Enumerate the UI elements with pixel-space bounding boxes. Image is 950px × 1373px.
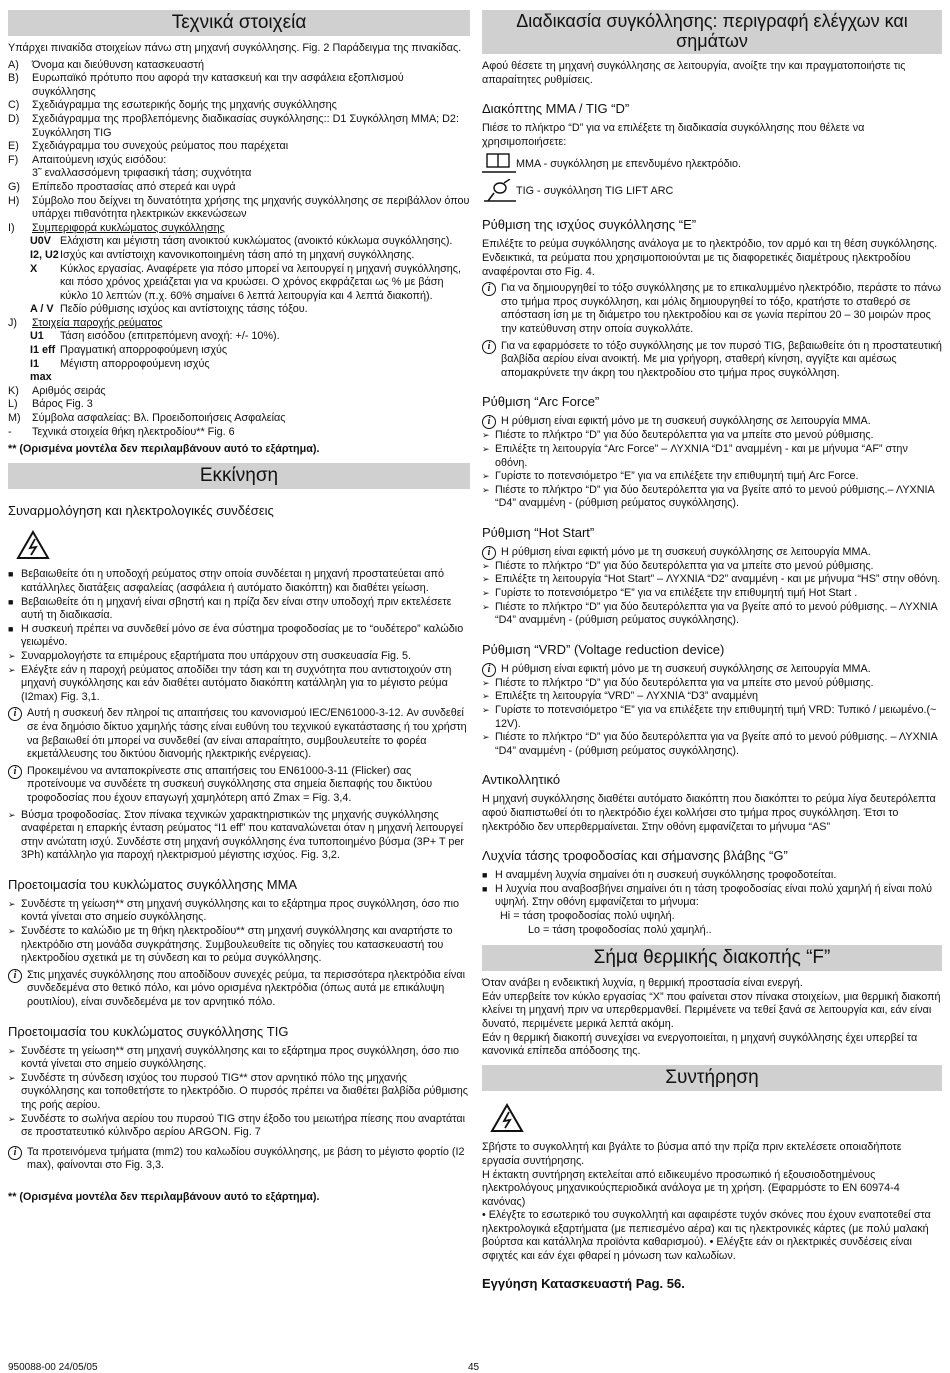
info-note: i Η ρύθμιση είναι εφικτή μόνο με τη συσκευή συγκόλλησης σε λειτουργία MMA. xyxy=(482,546,942,560)
hot-start-heading: Ρύθμιση “Hot Start” xyxy=(482,524,595,540)
info-note: i Η ρύθμιση είναι εφικτή μόνο με τη συσκευή συγκόλλησης σε λειτουργία MMA. xyxy=(482,415,942,429)
current-text-1: Επιλέξτε το ρεύμα συγκόλλησης ανάλογα με το ηλεκτρόδιο, τον αρμό και τη θέση συγκόλλησης. xyxy=(482,238,938,251)
item-key xyxy=(8,167,32,181)
item-key: X xyxy=(30,262,38,275)
thermal-text-1: Όταν ανάβει η ενδεικτική λυχνία, η θερμική προστασία είναι ενεργή. xyxy=(482,977,803,990)
left-column xyxy=(8,10,470,1205)
bullet-arrow-icon: ➢ xyxy=(482,471,490,482)
arc-force-heading: Ρύθμιση “Arc Force” xyxy=(482,394,600,410)
list-item xyxy=(482,690,942,704)
tig-torch-icon xyxy=(482,179,516,203)
info-icon: i xyxy=(8,707,27,761)
info-icon: i xyxy=(482,282,501,336)
item-text: Επιλέξτε τη λειτουργία “Arc Force” – ΛΥΧΝΙΑ “D1” αναμμένη - και με μήνυμα “AF” στην οθόνη. xyxy=(495,442,908,469)
list-item xyxy=(8,1072,470,1113)
list-item xyxy=(482,601,942,628)
info-note: i Τα προτεινόμενα τμήματα (mm2) του καλωδίου συγκόλλησης, με βάση το μέγιστο φορτίο (I2 max), φαίνονται στο Fig. 3,3. xyxy=(8,1146,470,1173)
item-text: Επιλέξτε τη λειτουργία “VRD” – ΛΥΧΝΙΑ “D3” αναμμένη xyxy=(495,690,758,703)
item-text: Τεχνικά στοιχεία θήκη ηλεκτροδίου** Fig. 6 xyxy=(32,425,235,438)
tig-mode: TIG - συγκόλληση TIG LIFT ARC xyxy=(482,179,942,203)
list-item xyxy=(8,195,470,222)
item-text: Ελέγξτε εάν η παροχή ρεύματος αποδίδει την τάση και τη συχνότητα που αντιστοιχούν στη μηχανή συγκόλλησης και εάν διαθέτει αυτόματο διακόπτη κατάλληλη για το μέγιστο ρεύμα (I2max) Fig. 3,1. xyxy=(21,663,452,703)
item-key: E) xyxy=(8,140,19,153)
item-text: Μέγιστη απορροφούμενη ισχύς xyxy=(60,357,210,370)
info-icon: i xyxy=(8,765,27,806)
list-item xyxy=(482,429,942,443)
start-title: Εκκίνηση xyxy=(8,463,470,489)
item-text: Πεδίο ρύθμισης ισχύος και αντίστοιχης τάσης τόξου. xyxy=(60,303,308,316)
item-key: B) xyxy=(8,72,19,85)
vrd-heading: Ρύθμιση “VRD” (Voltage reduction device) xyxy=(482,641,725,657)
optional-note: ** (Ορισμένα μοντέλα δεν περιλαμβάνουν αυτό το εξάρτημα). xyxy=(8,443,320,456)
item-text: Επίπεδο προστασίας από στερεά και υγρά xyxy=(32,180,236,193)
lamp-heading: Λυχνία τάσης τροφοδοσίας και σήμανσης βλάβης “G” xyxy=(482,848,788,864)
item-text: Συνδέστε το σωλήνα αερίου του πυρσού TIG στην έξοδο του μειωτήρα πίεσης που αναρτάται σε προστατευτικό κύλινδρο αερίου ARGON. Fig. 7 xyxy=(21,1112,465,1139)
bullet-arrow-icon: ➢ xyxy=(8,926,16,937)
bullet-arrow-icon: ➢ xyxy=(482,601,490,612)
tig-prep-heading: Προετοιμασία του κυκλώματος συγκόλλησης TIG xyxy=(8,1023,289,1039)
assembly-heading: Συναρμολόγηση και ηλεκτρολογικές συνδέσεις xyxy=(8,502,274,518)
item-text: Κύκλος εργασίας. Αναφέρετε για πόσο μπορεί να λειτουργεί η μηχανή συγκόλλησης, και πόσο χρόνος χρειάζεται για να κρυώσει. Ο χρόνος εκφράζεται ως % με βάση κύκλο 10 λεπτών (π.χ. 60% σημαίνει 6 λεπτά λειτουργία και 4 λεπτά διακοπή). xyxy=(60,262,461,302)
item-key: A / V xyxy=(30,303,54,316)
info-note: i Η ρύθμιση είναι εφικτή μόνο με τη συσκευή συγκόλλησης σε λειτουργία MMA. xyxy=(482,663,942,677)
list-item xyxy=(8,650,470,664)
item-key: F) xyxy=(8,153,19,166)
procedure-intro: Αφού θέσετε τη μηχανή συγκόλλησης σε λειτουργία, ανοίξτε την και πραγματοποιήστε τις απαραίτητες ρυθμίσεις. xyxy=(482,60,906,86)
bullet-arrow-icon: ➢ xyxy=(482,443,490,454)
maintenance-text-3: • Ελέγξτε το εσωτερικό του συγκολλητή και αφαιρέστε τυχόν σκόνες που έχουν εναποτεθεί στα ηλεκτρολογικά εξαρτήματα (με πεπιεσμένο αέρα) και τις ηλεκτρονικές κάρτες (με πολύ μαλακή βούρτσα και κατάλληλα προϊόντα καθαρισμού). • Ελέγξτε εάν οι ηλεκτρικές συνδέσεις είναι σφιχτές και εάν έχει φθαρεί η μόνωση των καλωδίων. xyxy=(482,1209,931,1263)
item-text: Πιέστε το πλήκτρο “D” για δύο δευτερόλεπτα για να μπείτε στο μενού ρύθμισης. xyxy=(495,559,874,572)
list-item xyxy=(8,99,470,113)
item-key: H) xyxy=(8,194,20,207)
item-text: 3˜ εναλλασσόμενη τριφασική τάση; συχνότητα xyxy=(32,167,252,180)
info-icon: i xyxy=(8,1146,27,1173)
thermal-text-3: Εάν η θερμική διακοπή συνεχίσει να ενεργοποιείται, η μηχανή συγκόλλησης έχει υπερβεί τα κανονικά επίπεδα απόδοσης της. xyxy=(482,1031,918,1058)
bullet-arrow-icon: ➢ xyxy=(482,691,490,702)
item-text: Πιέστε το πλήκτρο “D” για δύο δευτερόλεπτα για να μπείτε στο μενού ρύθμισης. xyxy=(495,429,874,442)
item-key: A) xyxy=(8,58,19,71)
bullet-arrow-icon: ➢ xyxy=(8,1045,16,1056)
warranty-link: Εγγύηση Κατασκευαστή Pag. 56. xyxy=(482,1275,685,1291)
item-text: Απαιτούμενη ισχύς εισόδου: xyxy=(32,153,167,166)
lo-text: Lo = τάση τροφοδοσίας πολύ χαμηλή.. xyxy=(528,923,712,936)
info-note: i Προκειμένου να ανταποκρίνεστε στις απαιτήσεις του EN61000-3-11 (Flicker) σας προτείνουμε να συνδέετε τη συσκευή συγκόλλησης στα σημεία διεπαφής του δικτύου τροφοδοσίας που έχουν επαγωγή χαμηλότερη από Zmax = Fig. 3,4. xyxy=(8,765,470,806)
list-item xyxy=(8,358,470,385)
maintenance-text-1: Σβήστε το συγκολλητή και βγάλτε το βύσμα από την πρίζα πριν εκτελέσετε οποιαδήποτε εργασία συντήρησης. xyxy=(482,1141,902,1167)
bullet-square-icon: ■ xyxy=(8,569,14,580)
item-text: Σχεδιάγραμμα του συνεχούς ρεύματος που παρέχεται xyxy=(32,140,289,153)
list-item xyxy=(482,677,942,691)
item-key: - xyxy=(8,425,12,438)
bullet-arrow-icon: ➢ xyxy=(482,588,490,599)
item-key: G) xyxy=(8,180,20,193)
procedure-title: Διαδικασία συγκόλλησης: περιγραφή ελέγχων και σημάτων xyxy=(482,10,942,54)
list-item xyxy=(8,59,470,73)
item-text: Η συσκευή πρέπει να συνδεθεί μόνο σε ένα σύστημα τροφοδοσίας με το “ουδέτερο” καλώδιο γειωμένο. xyxy=(21,622,464,649)
list-item xyxy=(8,303,470,317)
list-item xyxy=(8,181,470,195)
list-item xyxy=(482,443,942,470)
item-text: Γυρίστε το ποτενσιόμετρο “E” για να επιλέξετε την επιθυμητή τιμή Arc Force. xyxy=(495,470,859,483)
anti-stick-heading: Αντικολλητικό xyxy=(482,772,561,788)
bullet-arrow-icon: ➢ xyxy=(8,650,16,661)
item-key: L) xyxy=(8,398,18,411)
item-text: Επιλέξτε τη λειτουργία “Hot Start” – ΛΥΧΝΙΑ “D2” αναμμένη - και με μήνυμα “HS” στην οθόνη. xyxy=(495,573,941,586)
item-text: Ισχύς και αντίστοιχη κανονικοποιημένη τάση από τη μηχανή συγκόλλησης. xyxy=(60,248,415,261)
mma-prep-heading: Προετοιμασία του κυκλώματος συγκόλλησης MMA xyxy=(8,876,298,892)
item-text: Πιέστε το πλήκτρο “D” για δύο δευτερόλεπτα για να βγείτε από το μενού ρύθμισης. – ΛΥΧΝΙΑ “D4” αναμμένη - (ρύθμιση ρεύματος συγκόλλησης). xyxy=(495,600,938,627)
vrd-list xyxy=(482,677,942,759)
switch-heading: Διακόπτης MMA / TIG “D” xyxy=(482,101,630,117)
item-text: Η λυχνία που αναβοσβήνει σημαίνει ότι η τάση τροφοδοσίας είναι πολύ χαμηλή ή είναι πολύ υψηλή. Στην οθόνη εμφανίζεται το μήνυμα: xyxy=(495,882,932,909)
bullet-square-icon: ■ xyxy=(8,596,14,607)
assembly-list xyxy=(8,568,470,704)
bullet-arrow-icon: ➢ xyxy=(482,705,490,716)
bullet-arrow-icon: ➢ xyxy=(8,1113,16,1124)
info-icon: i xyxy=(482,663,501,677)
tech-intro: Υπάρχει πινακίδα στοιχείων πάνω στη μηχανή συγκόλλησης. Fig. 2 Παράδειγμα της πινακίδας. xyxy=(8,42,462,54)
bullet-arrow-icon: ➢ xyxy=(482,560,490,571)
item-text: Σύμβολο που δείχνει τη δυνατότητα χρήσης της μηχανής συγκόλλησης σε περιβάλλον όπου υπάρχει πιθανότητα ηλεκτρικών εκκενώσεων xyxy=(32,194,470,221)
item-key: I2, U2 xyxy=(30,248,59,261)
item-text: Ευρωπαϊκό πρότυπο που αφορά την κατασκευή και την ασφάλεια εξοπλισμού συγκόλλησης xyxy=(32,72,404,98)
list-item xyxy=(8,113,470,140)
bullet-arrow-icon: ➢ xyxy=(482,732,490,743)
info-icon: i xyxy=(482,415,501,429)
list-item: ➢ Βύσμα τροφοδοσίας. Στον πίνακα τεχνικών χαρακτηριστικών της μηχανής συγκόλλησης αναφέρεται η επαρκής ένταση ρεύματος “I1 eff” που καταναλώνεται όταν η μηχανή λειτουργεί στην ανώτατη ισχύ. Συνδέστε στη μηχανή συγκόλλησης ένα τυποποιημένο βύσμα (3P+ T per 3Ph) κατάλληλο για παροχή ηλεκτρισμού μέγιστης ισχύος. Fig. 3,2. xyxy=(8,808,465,862)
right-column xyxy=(482,10,942,1297)
mma-electrode-icon xyxy=(482,152,516,176)
arc-force-list xyxy=(482,429,942,511)
bullet-arrow-icon: ➢ xyxy=(482,484,490,495)
item-text: Η αναμμένη λυχνία σημαίνει ότι η συσκευή συγκόλλησης τροφοδοτείται. xyxy=(495,869,837,882)
info-note: i Αυτή η συσκευή δεν πληροί τις απαιτήσεις του κανονισμού IEC/EN61000-3-12. Αν συνδεθεί σε ένα δημόσιο δίκτυο χαμηλής τάσης είναι ευθύνη του τεχνικού εγκατάστασης ή του χρήστη να βεβαιωθεί ότι μπορεί να συνδεθεί (αν είναι απαραίτητο, συμβουλευτείτε το φορέα εκμετάλλευσης του δικτύου διανομής ηλεκτρικής ενέργειας). xyxy=(8,707,470,761)
tig-prep-list xyxy=(8,1045,470,1140)
list-item xyxy=(8,925,470,966)
item-text: Πιέστε το πλήκτρο “D” για δύο δευτερόλεπτα για να βγείτε από το μενού ρύθμισης. – ΛΥΧΝΙΑ “D4” αναμμένη - (ρύθμιση ρεύματος συγκόλλησης). xyxy=(495,731,938,757)
bullet-arrow-icon: ➢ xyxy=(8,1072,16,1083)
list-item xyxy=(8,664,470,705)
bullet-arrow-icon: ➢ xyxy=(482,574,490,585)
item-key: U1 xyxy=(30,330,44,343)
item-key: I1 eff xyxy=(30,344,56,357)
item-key: D) xyxy=(8,112,20,125)
list-item xyxy=(482,484,942,511)
mma-prep-list xyxy=(8,898,470,966)
item-text: Σχεδιάγραμμα της προβλεπόμενης διαδικασίας συγκόλλησης:: D1 Συγκόλληση MMA; D2: Συγκόλληση TIG xyxy=(32,112,459,139)
list-item xyxy=(482,869,942,883)
list-item xyxy=(8,167,470,181)
plate-items xyxy=(8,59,470,222)
list-item xyxy=(482,587,942,601)
list-item xyxy=(8,623,470,650)
bullet-arrow-icon: ➢ xyxy=(8,664,16,675)
welding-circuit-specs xyxy=(8,235,470,317)
list-item xyxy=(8,154,470,168)
hot-start-list xyxy=(482,560,942,628)
list-item xyxy=(482,883,942,910)
list-item xyxy=(8,1113,470,1140)
item-key: C) xyxy=(8,99,20,112)
tech-data-title: Τεχνικά στοιχεία xyxy=(8,10,470,36)
item-text: Βεβαιωθείτε ότι η μηχανή είναι σβηστή και η πρίζα δεν είναι στην υποδοχή πριν εκτελέσετε αυτή τη διαδικασία. xyxy=(21,595,452,622)
item-text: Συνδέστε τη γείωση** στη μηχανή συγκόλλησης και το εξάρτημα προς συγκόλληση, όσο πιο κοντά γίνεται στο σημείο συγκόλλησης. xyxy=(21,897,459,924)
list-item xyxy=(8,330,470,344)
list-item xyxy=(8,263,470,304)
plate-item-i: I) Συμπεριφορά κυκλώματος συγκόλλησης xyxy=(8,221,225,234)
bullet-arrow-icon: ■ xyxy=(482,870,488,881)
item-text: Πιέστε το πλήκτρο “D” για δύο δευτερόλεπτα για να βγείτε από το μενού ρύθμισης.– ΛΥΧΝΙΑ “D4” αναμμένη - (ρύθμιση ρεύματος συγκόλλησης). xyxy=(495,483,935,510)
list-item xyxy=(482,704,942,731)
mma-mode: MMA - συγκόλληση με επενδυμένο ηλεκτρόδιο. xyxy=(482,152,942,176)
optional-note-2: ** (Ορισμένα μοντέλα δεν περιλαμβάνουν αυτό το εξάρτημα). xyxy=(8,1190,320,1203)
item-text: Τάση εισόδου (επιτρεπόμενη ανοχή: +/- 10%). xyxy=(60,330,280,343)
current-text-2: Ενδεικτικά, τα ρεύματα που χρησιμοποιούνται με τις διαφορετικές διαμέτρους ηλεκτροδίου αναφέρονται στο Fig. 4. xyxy=(482,251,911,278)
info-icon: i xyxy=(482,546,501,560)
info-note: i Για να δημιουργηθεί το τόξο συγκόλλησης με το επικαλυμμένο ηλεκτρόδιο, περάστε το πάνω στο τμήμα προς συγκόλληση, και μόλις δημιουργηθεί το τόξο, κρατήστε το σταθερό σε απόσταση ίση με τη διάμετρο του ηλεκτροδίου και σε γωνία περίπου 20 – 30 μοιρών προς την κατεύθυνση στην οποία συγκολλάτε. xyxy=(482,282,942,336)
item-key: K) xyxy=(8,384,19,397)
plate-items-2 xyxy=(8,385,470,439)
info-icon: i xyxy=(482,340,501,381)
list-item xyxy=(8,385,470,399)
list-item xyxy=(8,412,470,426)
item-key: U0V xyxy=(30,235,52,248)
list-item xyxy=(8,1045,470,1072)
list-item xyxy=(8,426,470,440)
electric-hazard-icon xyxy=(490,1103,524,1133)
list-item xyxy=(482,470,942,484)
document-code: 950088-00 24/05/05 xyxy=(8,1362,98,1373)
item-text: Σχεδιάγραμμα της εσωτερικής δομής της μηχανής συγκόλλησης xyxy=(32,99,337,112)
item-text: Συναρμολογήστε τα επιμέρους εξαρτήματα που υπάρχουν στη συσκευασία Fig. 5. xyxy=(21,649,412,662)
bullet-arrow-icon: ■ xyxy=(482,883,488,894)
list-item xyxy=(8,344,470,358)
anti-stick-text: Η μηχανή συγκόλλησης διαθέτει αυτόματο διακόπτη που διακόπτει το ρεύμα λίγα δευτερόλεπτα αφού διαπιστωθεί ότι το ηλεκτρόδιο έχει κολλήσει στο τμήμα προς συγκόλληση. Έτσι το ηλεκτρόδιο δεν υπερθερμαίνεται. Στην οθόνη εμφανίζεται το μήνυμα “AS” xyxy=(482,793,936,833)
item-text: Βάρος Fig. 3 xyxy=(32,398,93,411)
info-icon: i xyxy=(8,969,27,1010)
item-key: M) xyxy=(8,412,21,425)
item-text: Βεβαιωθείτε ότι η υποδοχή ρεύματος στην οποία συνδέεται η μηχανή προστατεύεται από κατάλληλες διατάξεις ασφαλείας (ασφάλεια ή αυτόματο διακόπτη) και διαθέτει γείωση. xyxy=(21,568,444,594)
list-item xyxy=(482,573,942,587)
item-text: Γυρίστε το ποτενσιόμετρο “E” για να επιλέξετε την επιθυμητή τιμή VRD: Τυπικό / μειωμένο.(~ 12V). xyxy=(495,704,937,730)
list-item xyxy=(8,140,470,154)
item-key: I1 max xyxy=(30,357,52,384)
list-item xyxy=(8,596,470,623)
switch-text: Πιέσε το πλήκτρο “D” για να επιλέξετε τη διαδικασία συγκόλλησης που θέλετε να χρησιμοποιήσετε: xyxy=(482,122,865,148)
item-text: Πιέστε το πλήκτρο “D” για δύο δευτερόλεπτα για να μπείτε στο μενού ρύθμισης. xyxy=(495,676,874,689)
list-item xyxy=(8,235,470,249)
item-text: Ελάχιστη και μέγιστη τάση ανοικτού κυκλώματος (ανοικτό κύκλωμα συγκόλλησης). xyxy=(60,235,453,248)
list-item xyxy=(8,249,470,263)
bullet-arrow-icon: ➢ xyxy=(8,809,16,820)
item-text: Συνδέστε τη σύνδεση ισχύος του πυρσού TIG** στον αρνητικό πόλο της μηχανής συγκόλλησης και τοποθετήστε το ηλεκτρόδιο. Ο πυρσός πρέπει να διαθέτει βαλβίδα ρύθμισης της ροής αερίου. xyxy=(21,1071,468,1111)
item-text: Σύμβολα ασφαλείας: Βλ. Προειδοποιήσεις Ασφαλείας xyxy=(32,412,286,425)
thermal-text-2: Εάν υπερβείτε τον κύκλο εργασίας “X” που φαίνεται στον πίνακα στοιχείων, μια θερμική διακοπή κλείνει τη μηχανή πριν να υπερθερμανθεί. Περιμένετε να τεθεί ξανά σε λειτουργία και, εάν είναι δυνατό, περιμένετε μερικά λεπτά ακόμη. xyxy=(482,990,941,1030)
hi-text: Hi = τάση τροφοδοσίας πολύ υψηλή. xyxy=(500,909,675,922)
maintenance-title: Συντήρηση xyxy=(482,1065,942,1091)
plate-item-j: J) Στοιχεία παροχής ρεύματος xyxy=(8,316,163,329)
list-item xyxy=(8,898,470,925)
item-text: Όνομα και διεύθυνση κατασκευαστή xyxy=(32,58,205,71)
electric-hazard-icon xyxy=(16,530,50,560)
list-item xyxy=(8,568,470,595)
info-note: i Για να εφαρμόσετε το τόξο συγκόλλησης με τον πυρσό TIG, βεβαιωθείτε ότι η προστατευτική βαλβίδα αερίου είναι ανοικτή. Με μια γρήγορη, σταθερή κίνηση, αγγίξτε και αμέσως απομακρύνετε την άκρη του ηλεκτροδίου στο τμήμα προς συγκόλληση. xyxy=(482,340,942,381)
lamp-list xyxy=(482,869,942,910)
item-text: Αριθμός σειράς xyxy=(32,384,106,397)
item-text: Συνδέστε τη γείωση** στη μηχανή συγκόλλησης και το εξάρτημα προς συγκόλληση, όσο πιο κοντά γίνεται στο σημείο συγκόλλησης. xyxy=(21,1044,459,1071)
list-item xyxy=(482,731,942,758)
thermal-title: Σήμα θερμικής διακοπής “F” xyxy=(482,945,942,971)
power-supply-specs xyxy=(8,330,470,384)
bullet-arrow-icon: ➢ xyxy=(482,677,490,688)
current-heading: Ρύθμιση της ισχύος συγκόλλησης “E” xyxy=(482,217,697,233)
page-number: 45 xyxy=(468,1362,480,1373)
item-text: Γυρίστε το ποτενσιόμετρο “E” για να επιλέξετε την επιθυμητή τιμή Hot Start . xyxy=(495,587,858,600)
bullet-arrow-icon: ➢ xyxy=(8,898,16,909)
maintenance-text-2: Η έκτακτη συντήρηση εκτελείται από ειδικευμένο προσωπικό ή εξουσιοδοτημένους ηλεκτρολόγους μηχανικούςπεριοδικά ανάλογα με τη χρήση. (Εφαρμόστε το EN 60974-4 κανόνας) xyxy=(482,1168,900,1208)
item-text: Πραγματική απορροφούμενη ισχύς xyxy=(60,344,228,357)
bullet-square-icon: ■ xyxy=(8,623,14,634)
list-item xyxy=(8,398,470,412)
bullet-arrow-icon: ➢ xyxy=(482,430,490,441)
info-note: i Στις μηχανές συγκόλλησης που αποδίδουν συνεχές ρεύμα, τα περισσότερα ηλεκτρόδια είναι συνδεδεμένα στο θετικό πόλο, και μόνο ορισμένα ηλεκτρόδια (όπως αυτά με επικάλυψη ρουτιλίου), είναι συνδεδεμένα με τον αρνητικό πόλο. xyxy=(8,969,470,1010)
item-text: Συνδέστε το καλώδιο με τη θήκη ηλεκτροδίου** στη μηχανή συγκόλλησης και αναρτήστε το ηλεκτρόδιο στη μονάδα συγκράτησης. Συμβουλευθείτε τις οδηγίες του κατασκευαστή του ηλεκτροδίου σχετικά με τη σύνδεση και το ρεύμα συγκόλλησης. xyxy=(21,925,453,965)
list-item xyxy=(482,560,942,574)
list-item xyxy=(8,72,470,99)
